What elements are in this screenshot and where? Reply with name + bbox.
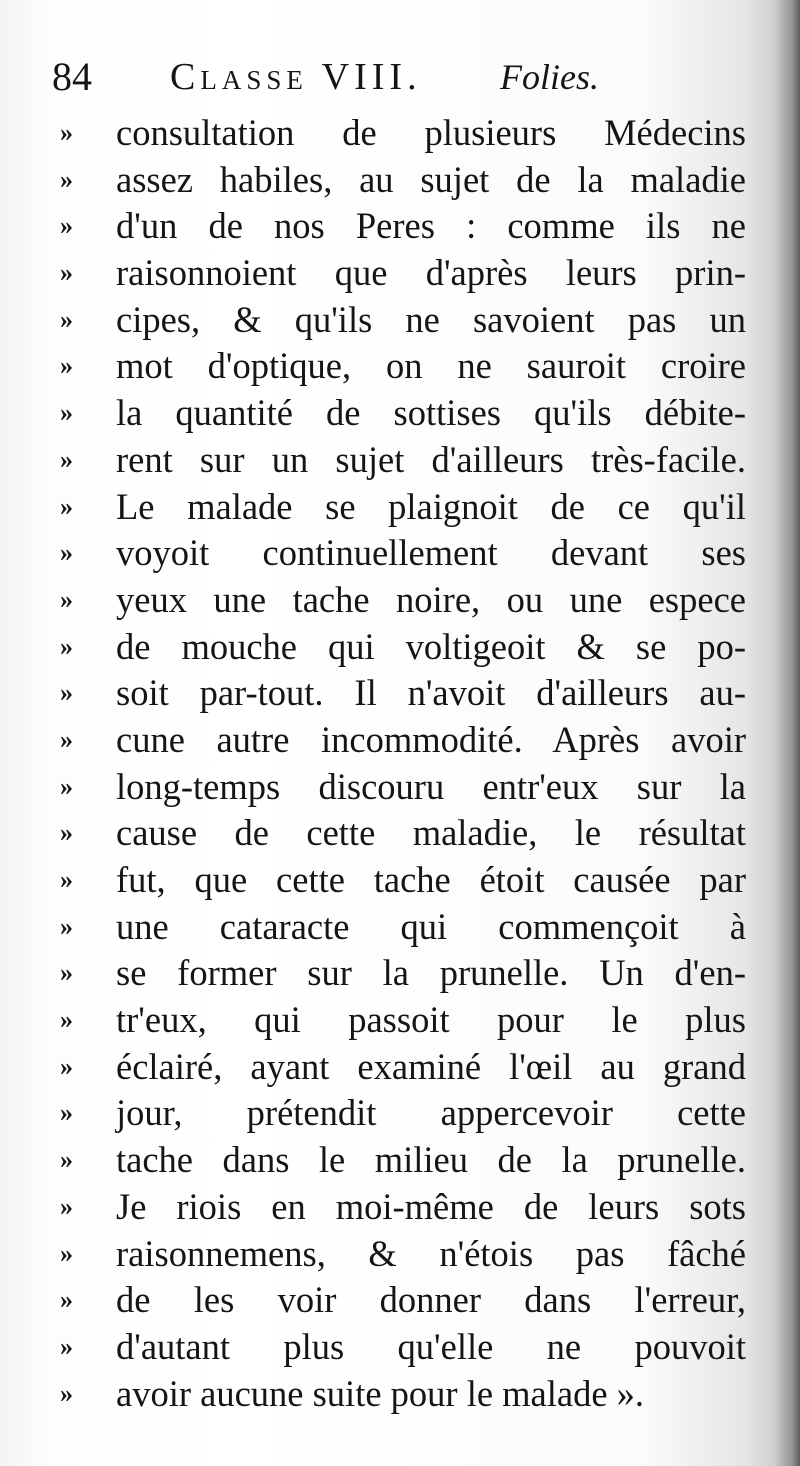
text-line (60, 343, 750, 390)
line-text: tache dans le milieu de la prunelle. (116, 1139, 746, 1181)
text-line (60, 670, 750, 717)
line-text: cune autre incommodité. Après avoir (116, 718, 746, 760)
quote-mark: » (60, 258, 73, 288)
text-line (60, 997, 750, 1044)
line-text: se former sur la prunelle. Un d'en- (116, 952, 746, 994)
quote-mark: » (60, 351, 73, 381)
line-text: de mouche qui voltigeoit & se po- (116, 625, 746, 667)
line-text: tr'eux, qui passoit pour le plus (116, 999, 746, 1041)
quote-mark: » (60, 211, 73, 241)
text-line (60, 810, 750, 857)
line-text: raisonnoient que d'après leurs prin- (116, 252, 746, 294)
line-text: fut, que cette tache étoit causée par (116, 859, 746, 900)
text-line (60, 297, 750, 344)
text-line (60, 1371, 750, 1418)
text-line (60, 484, 750, 531)
text-line (60, 203, 750, 250)
quote-mark: » (60, 724, 73, 754)
text-line (60, 1184, 750, 1231)
line-text: avoir aucune suite pour le malade ». (116, 1372, 645, 1414)
quote-mark: » (60, 1191, 73, 1221)
quote-mark: » (60, 1145, 73, 1175)
line-text: voyoit continuellement devant ses (116, 532, 746, 574)
quote-mark: » (60, 118, 73, 147)
text-line (60, 1324, 750, 1371)
section-title: Folies. (500, 57, 599, 97)
quote-mark: » (60, 631, 73, 661)
quote-mark: » (60, 818, 73, 848)
text-line (60, 1277, 750, 1324)
line-text: d'autant plus qu'elle ne pouvoit (116, 1325, 746, 1367)
quote-mark: » (60, 1051, 73, 1081)
quote-mark: » (60, 444, 73, 474)
quote-mark: » (60, 1331, 73, 1361)
line-text: rent sur un sujet d'ailleurs très-facile. (116, 438, 746, 480)
quote-mark: » (60, 164, 73, 194)
text-line (60, 110, 750, 157)
text-line (60, 1090, 750, 1137)
quote-mark: » (60, 678, 73, 708)
line-text: jour, prétendit appercevoir cette (116, 1092, 746, 1134)
page-edge-shadow (774, 0, 800, 1466)
quote-mark: » (60, 1005, 73, 1035)
text-line (60, 624, 750, 671)
text-line (60, 1137, 750, 1184)
text-line (60, 857, 750, 904)
quote-mark: » (60, 398, 73, 428)
quote-mark: » (60, 771, 73, 801)
line-text: raisonnemens, & n'étois pas fâché (116, 1232, 746, 1274)
text-line (60, 157, 750, 204)
quote-mark: » (60, 538, 73, 568)
quote-mark: » (60, 1098, 73, 1128)
text-line (60, 1044, 750, 1091)
class-title: Classe VIII. (170, 56, 422, 98)
line-text: cipes, & qu'ils ne savoient pas un (116, 298, 746, 340)
quote-mark: » (60, 491, 73, 521)
quote-mark: » (60, 584, 73, 614)
line-text: éclairé, ayant examiné l'œil au grand (116, 1045, 746, 1087)
page-number: 84 (52, 54, 92, 99)
quote-mark: » (60, 1378, 73, 1408)
quote-mark: » (60, 865, 73, 894)
line-text: la quantité de sottises qu'ils débite- (116, 392, 746, 434)
line-text: mot d'optique, on ne sauroit croire (116, 345, 746, 387)
line-text: long-temps discouru entr'eux sur la (116, 765, 746, 807)
line-text: Le malade se plaignoit de ce qu'il (116, 485, 746, 527)
quote-mark: » (60, 911, 73, 941)
line-text: une cataracte qui commençoit à (116, 905, 746, 947)
text-line (60, 764, 750, 811)
line-text: d'un de nos Peres : comme ils ne (116, 205, 746, 247)
line-text: yeux une tache noire, ou une espece (116, 578, 746, 620)
text-line (60, 437, 750, 484)
text-line (60, 904, 750, 951)
text-line (60, 577, 750, 624)
line-text: consultation de plusieurs Médecins (116, 112, 746, 153)
text-line (60, 250, 750, 297)
line-text: de les voir donner dans l'erreur, (116, 1279, 746, 1321)
text-line (60, 1231, 750, 1278)
text-line (60, 717, 750, 764)
quote-mark: » (60, 1285, 73, 1315)
body-text (60, 110, 750, 1417)
line-text: assez habiles, au sujet de la maladie (116, 158, 746, 200)
text-line (60, 950, 750, 997)
line-text: soit par-tout. Il n'avoit d'ailleurs au- (116, 672, 746, 714)
text-line (60, 530, 750, 577)
text-line (60, 390, 750, 437)
quote-mark: » (60, 1238, 73, 1268)
quote-mark: » (60, 958, 73, 988)
running-header (52, 52, 752, 102)
quote-mark: » (60, 304, 73, 334)
line-text: cause de cette maladie, le résultat (116, 812, 746, 854)
line-text: Je riois en moi-même de leurs sots (116, 1185, 746, 1227)
